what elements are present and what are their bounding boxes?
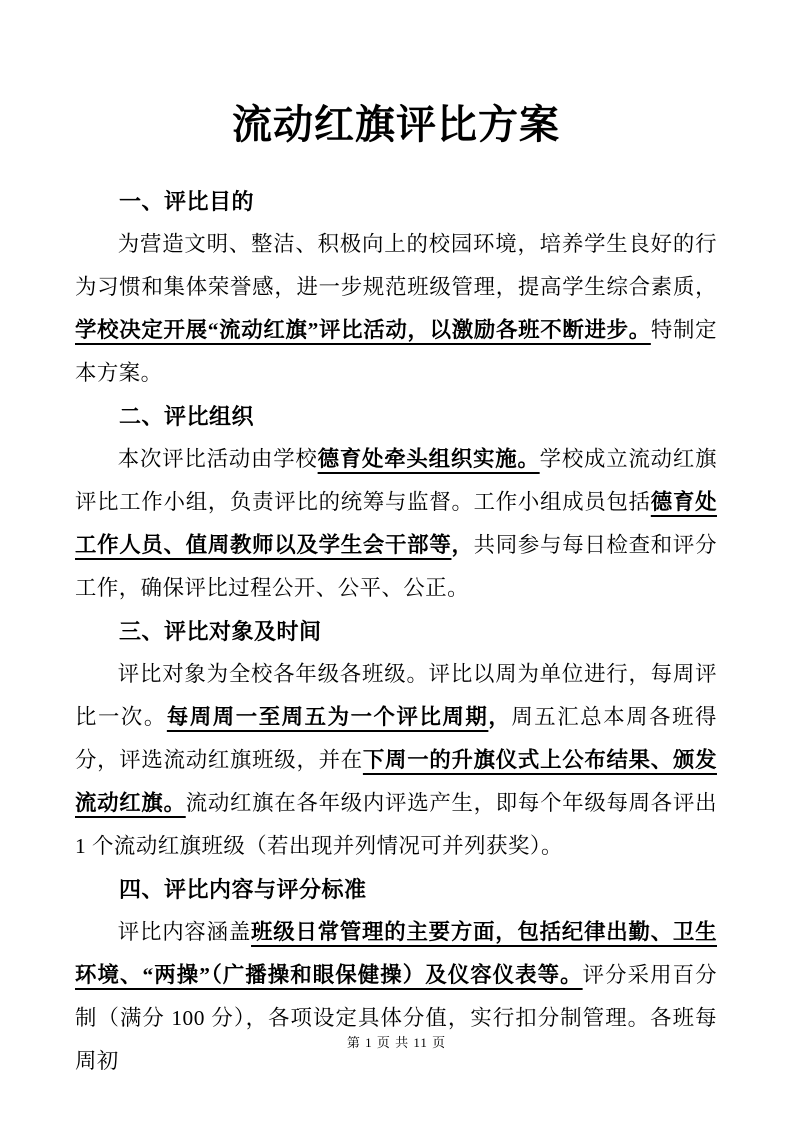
section-scope-time-paragraph [75, 653, 717, 868]
section-criteria-paragraph [75, 911, 717, 1083]
text-segment: 评比内容涵盖 [117, 920, 252, 944]
text-segment: 评分采用百分制（满分 100 分），各项设定具体分值，实行扣分制管理。各班每周初 [75, 963, 717, 1073]
text-segment: 特制定本方案。 [75, 318, 717, 385]
text-segment: 为营造文明、整洁、积极向上的校园环境，培养学生良好的行为习惯和集体荣誉感，进一步规范班级管理，提高学生综合素质， [75, 232, 717, 299]
text-segment: 评比对象为全校各年级各班级。评比以周为单位进行，每周评比一次。 [75, 662, 717, 729]
section-organization-paragraph [75, 438, 717, 610]
text-segment: 学校成立流动红旗评比工作小组，负责评比的统筹与监督。工作小组成员包括 [75, 447, 717, 514]
section-scope-time-heading: 三、评比对象及时间 [119, 619, 322, 644]
text-segment: 共同参与每日检查和评分工作，确保评比过程公开、公平、公正。 [75, 533, 717, 600]
emphasized-text-segment: 德育处牵头组织实施。 [317, 447, 540, 471]
emphasized-text-segment: 学校决定开展“流动红旗”评比活动，以激励各班不断进步。 [75, 318, 651, 342]
page-number: 第 1 页 共 11 页 [346, 1035, 447, 1050]
document-content [0, 100, 793, 1083]
section-organization [75, 395, 717, 610]
text-segment: 流动红旗在各年级内评选产生，即每个年级每周各评出 1 个流动红旗班级（若出现并列情况可并列获奖）。 [75, 791, 717, 858]
text-segment: 本次评比活动由学校 [117, 447, 318, 471]
section-criteria-heading: 四、评比内容与评分标准 [119, 877, 367, 902]
emphasized-text-segment: 每周周一至周五为一个评比周期 [166, 705, 489, 729]
section-purpose-heading: 一、评比目的 [119, 189, 255, 214]
bold-text-segment: ， [488, 705, 512, 729]
emphasized-text-segment: 班级日常管理的主要方面，包括纪律出勤、卫生环境、“两操”（广播操和眼保健操）及仪容仪表等。 [75, 920, 717, 987]
section-purpose [75, 180, 717, 395]
section-scope-time [75, 610, 717, 868]
section-organization-heading: 二、评比组织 [119, 404, 255, 429]
page-footer [0, 1034, 793, 1052]
section-purpose-paragraph [75, 223, 717, 395]
bold-text-segment: ， [451, 533, 474, 557]
text-segment: 周五汇总本周各班得分，评选流动红旗班级，并在 [75, 705, 717, 772]
emphasized-text-segment: 德育处工作人员、值周教师以及学生会干部等 [75, 490, 717, 557]
emphasized-text-segment: 下周一的升旗仪式上公布结果、颁发流动红旗。 [75, 748, 717, 815]
document-title: 流动红旗评比方案 [232, 102, 560, 147]
